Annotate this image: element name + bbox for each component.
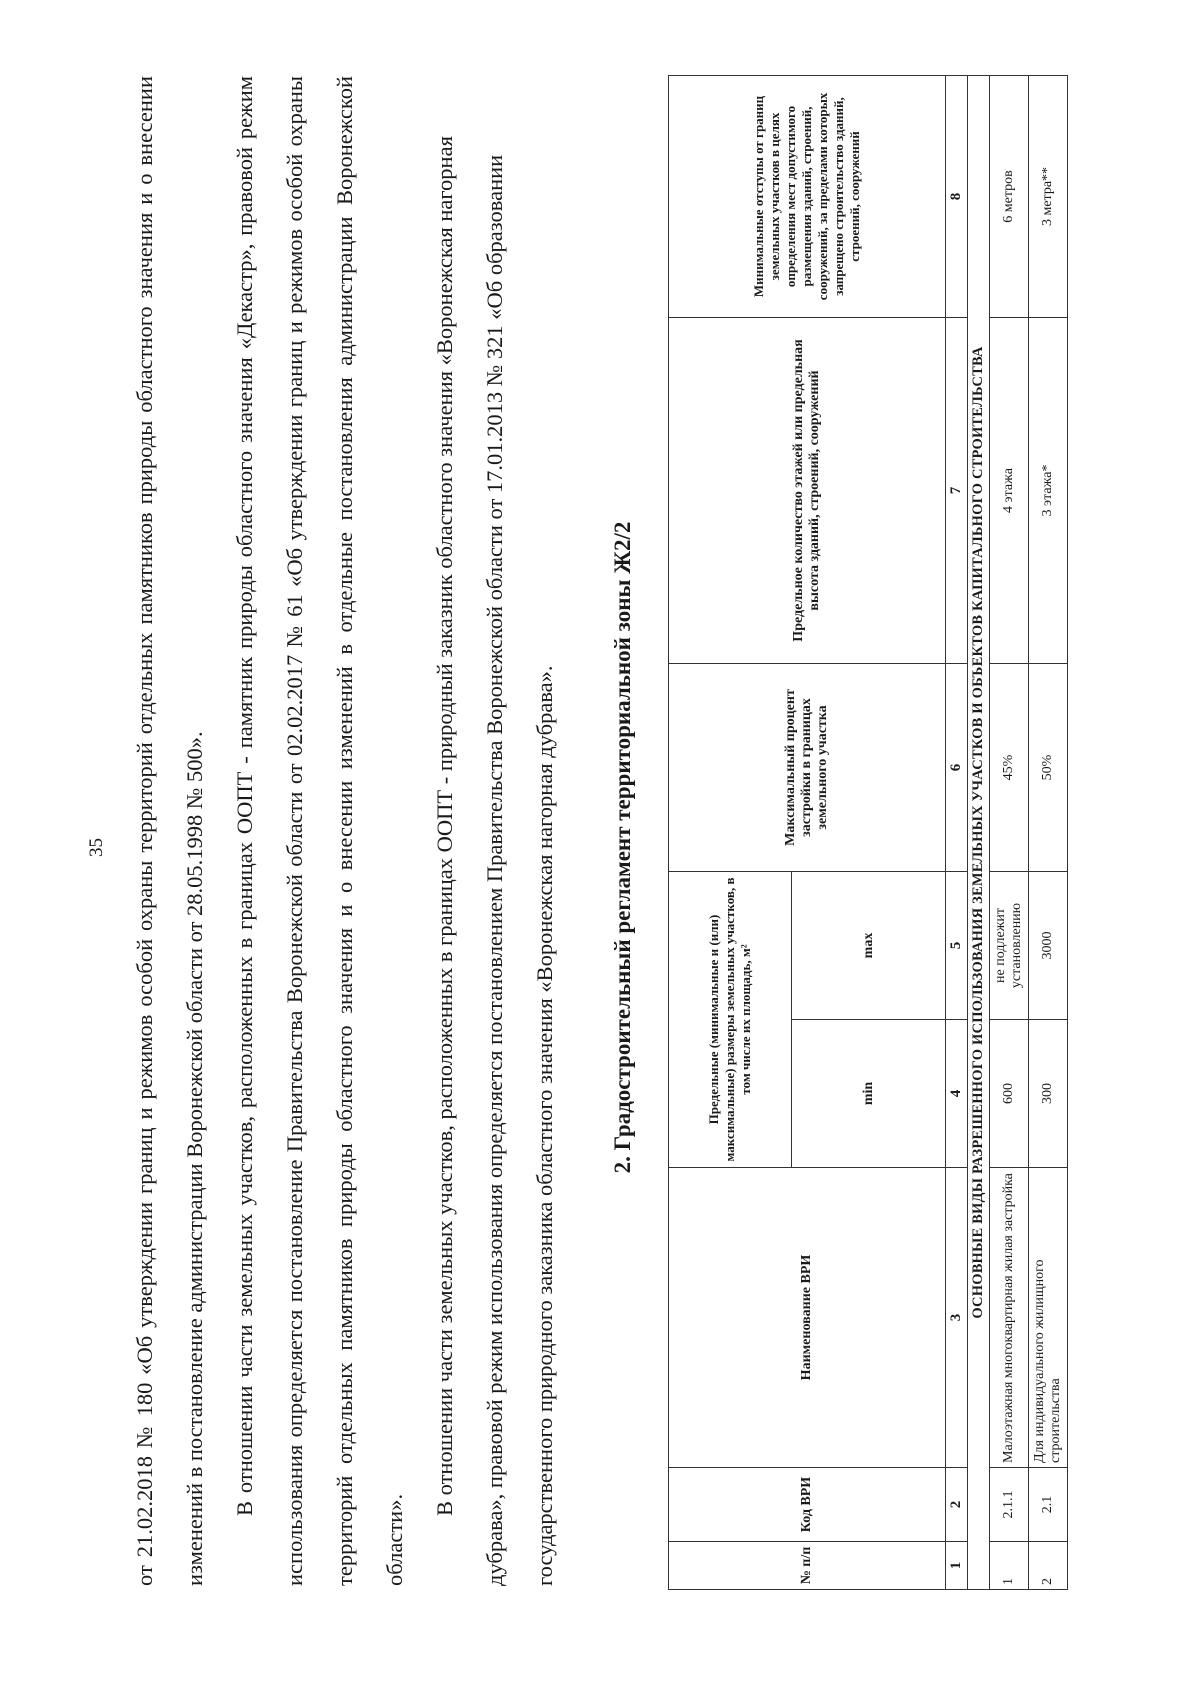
cell-floors: 3 этажа* — [1029, 317, 1068, 663]
column-number-row — [946, 75, 968, 1589]
paragraph-3: В отношении части земельных участков, расположенных в границах ООПТ - природный заказник областного значения «Воронежская нагорная дубрава», правовой режим использования определяется постановлением Правительства Воронежской области от 17.01.2013 № 321 «Об образовании государственного природного заказника областного значения «Воронежская нагорная дубрава». — [432, 136, 557, 1586]
cell-name: Для индивидуального жилищного строительства — [1029, 1168, 1068, 1468]
column-number: 5 — [946, 871, 968, 1019]
header-floors: Предельное количество этажей или предельная высота зданий, строений, сооружений — [669, 317, 946, 663]
paragraph-2: В отношении части земельных участков, расположенных в границах ООПТ - памятник природы областного значения «Декастр», правовой режим использования определяется постановление Правительства Воронежской области от 02.02.2017 № 61 «Об утверждении границ и режимов особой охраны территорий отдельных памятников природы областного значения и о внесении изменений в отдельные постановления администрации Воронежской области». — [232, 76, 407, 1586]
column-number: 4 — [946, 1020, 968, 1168]
page-number: 35 — [86, 838, 107, 857]
section-row — [968, 75, 990, 1589]
table-row — [1029, 75, 1068, 1589]
header-name: Наименование ВРИ — [669, 1168, 946, 1468]
zoning-regulation-table — [668, 75, 1068, 1590]
column-number: 1 — [946, 1542, 968, 1590]
cell-name: Малоэтажная многоквартирная жилая застройка — [990, 1168, 1029, 1468]
cell-max: не подлежит установлению — [990, 871, 1029, 1019]
cell-num: 2 — [1029, 1542, 1068, 1590]
header-size-group: Предельные (минимальные и (или) максимальные) размеры земельных участков, в том числе их площадь, м² — [669, 871, 792, 1167]
header-min: min — [792, 1020, 946, 1168]
header-setback: Минимальные отступы от границ земельных участков в целях определения мест допустимого размещения зданий, строений, сооружений, за пределами которых запрещено строительство зданий, строений, сооружений — [669, 75, 946, 317]
section-title: 2. Градостроительный регламент территориальной зоны Ж2/2 — [610, 521, 635, 1174]
column-number: 2 — [946, 1468, 968, 1542]
cell-min: 300 — [1029, 1020, 1068, 1168]
header-row — [669, 75, 792, 1589]
cell-min: 600 — [990, 1020, 1029, 1168]
cell-code: 2.1.1 — [990, 1468, 1029, 1542]
cell-max: 3000 — [1029, 871, 1068, 1019]
body-text — [120, 76, 570, 1586]
cell-percent: 45% — [990, 663, 1029, 871]
header-percent: Максимальный процент застройки в границах земельного участка — [669, 663, 946, 871]
column-number: 6 — [946, 663, 968, 871]
cell-code: 2.1 — [1029, 1468, 1068, 1542]
cell-percent: 50% — [1029, 663, 1068, 871]
cell-num: 1 — [990, 1542, 1029, 1590]
cell-setback: 6 метров — [990, 75, 1029, 317]
header-code: Код ВРИ — [669, 1468, 946, 1542]
cell-setback: 3 метра** — [1029, 75, 1068, 317]
header-num: № п/п — [669, 1542, 946, 1590]
cell-floors: 4 этажа — [990, 317, 1029, 663]
column-number: 7 — [946, 317, 968, 663]
column-number: 8 — [946, 75, 968, 317]
column-number: 3 — [946, 1168, 968, 1468]
paragraph-1: от 21.02.2018 № 180 «Об утверждении границ и режимов особой охраны территорий отдельных памятников природы областного значения и о внесении изменений в постановление администрации Воронежской области от 28.05.1998 № 500». — [132, 76, 207, 1586]
header-max: max — [792, 871, 946, 1019]
section-row-label: ОСНОВНЫЕ ВИДЫ РАЗРЕШЕННОГО ИСПОЛЬЗОВАНИЯ ЗЕМЕЛЬНЫХ УЧАСТКОВ И ОБЪЕКТОВ КАПИТАЛЬНОГО СТРОИТЕЛЬСТВА — [968, 75, 990, 1589]
table-row — [990, 75, 1029, 1589]
